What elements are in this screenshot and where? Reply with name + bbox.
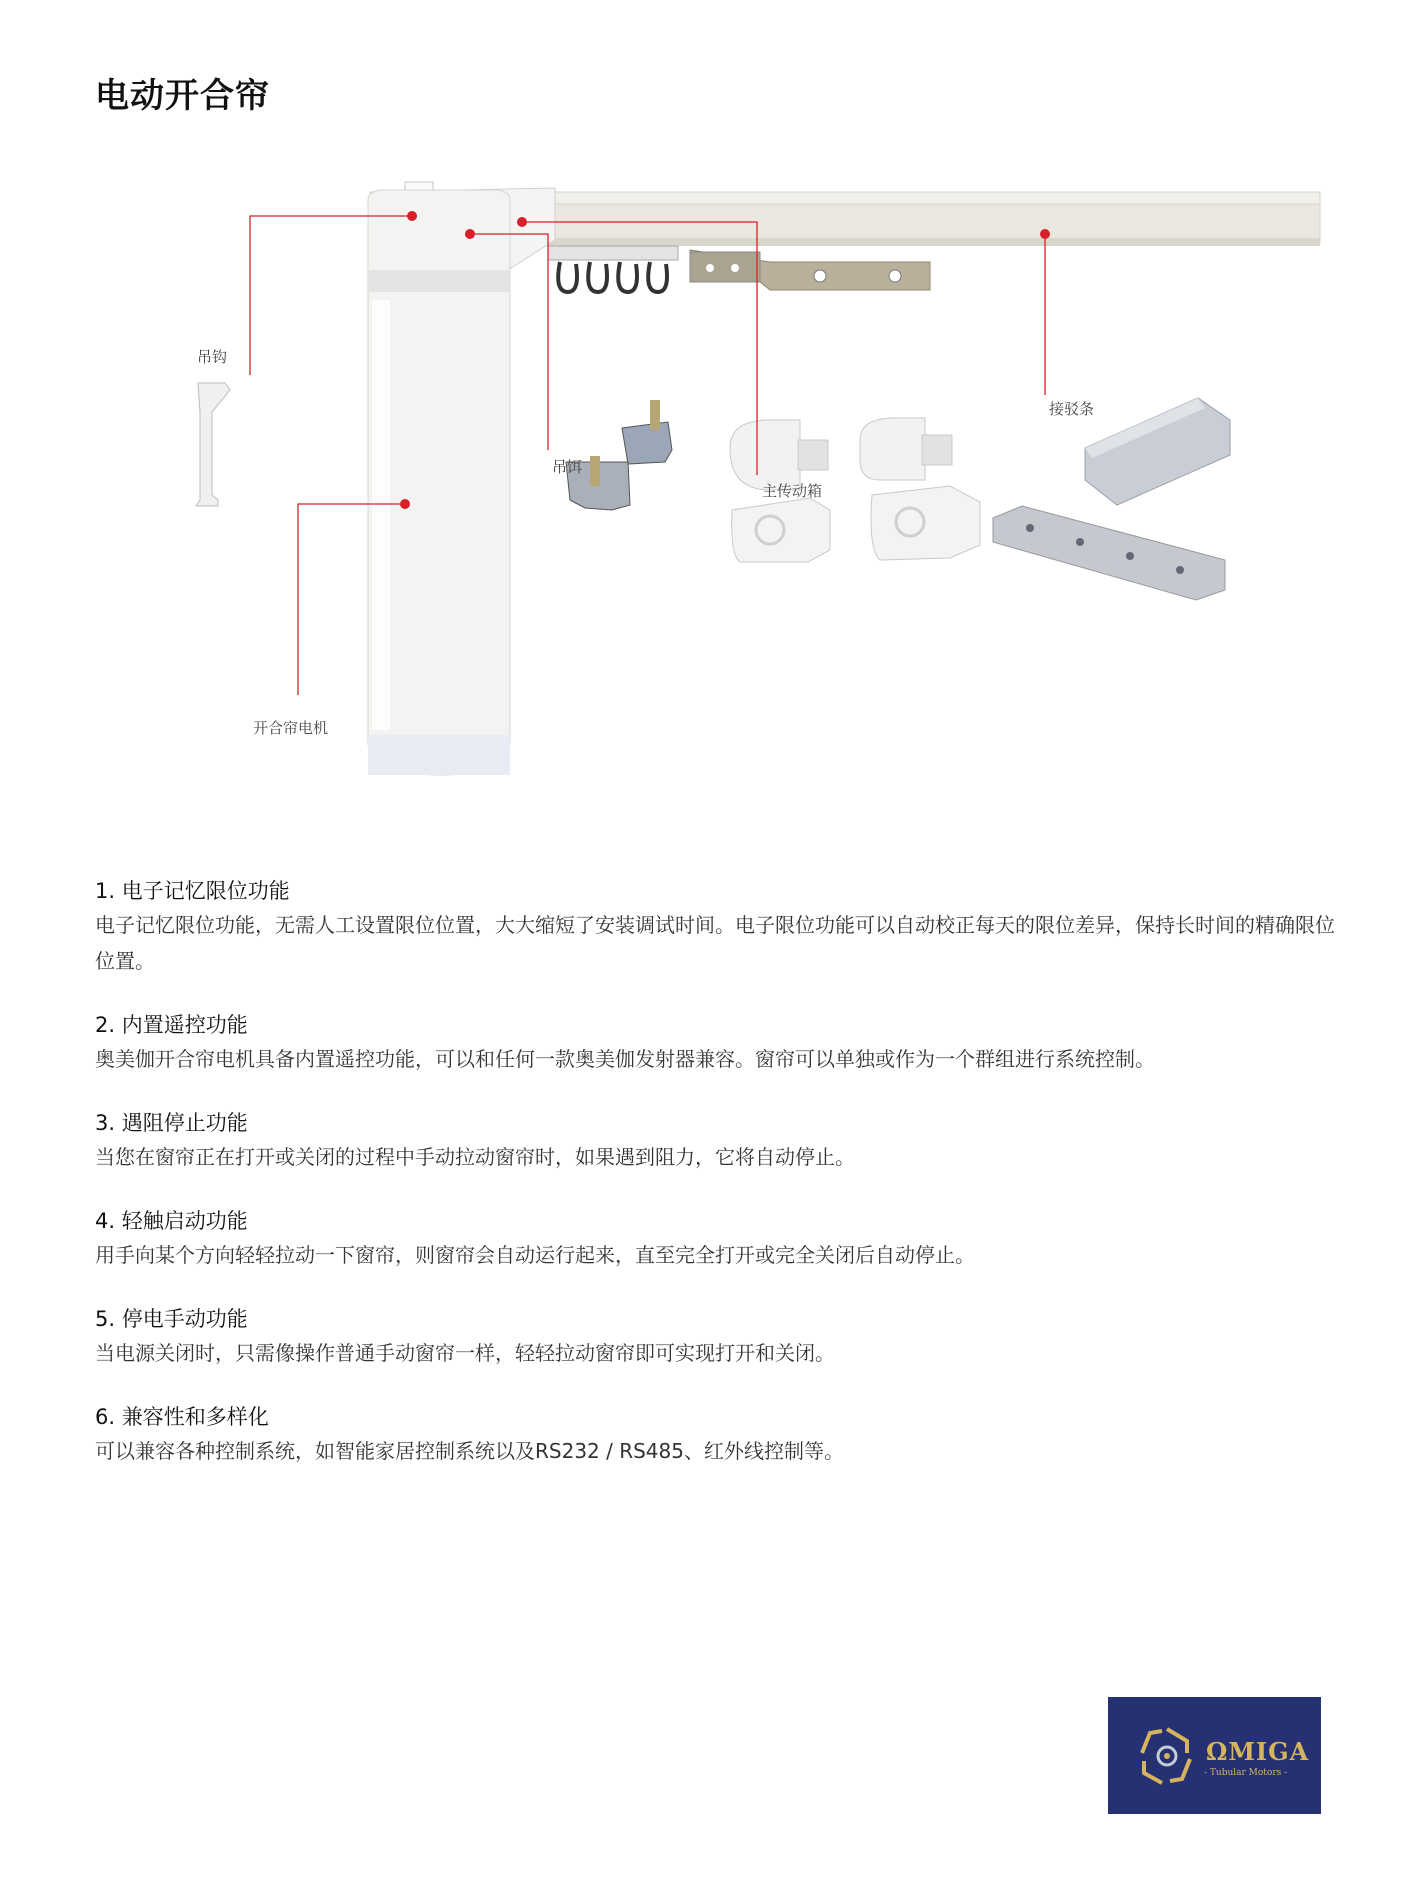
feature-item [95, 1009, 1335, 1077]
mounting-bracket [690, 250, 930, 290]
runner-label: 吊饵 [552, 458, 583, 476]
joint-strips [993, 398, 1230, 600]
feature-description: 奥美伽开合帘电机具备内置遥控功能，可以和任何一款奥美伽发射器兼容。窗帘可以单独或作为一个群组进行系统控制。 [95, 1047, 1155, 1071]
hook-part [196, 383, 230, 506]
logo-tagline: - Tubular Motors - [1204, 1768, 1288, 1778]
joint-label: 接驳条 [1049, 400, 1095, 418]
logo-emblem-icon [1132, 1721, 1202, 1791]
motor-body [368, 190, 510, 775]
diagram-illustration [0, 150, 1421, 800]
feature-title: 5. 停电手动功能 [95, 1307, 248, 1331]
feature-item [95, 1401, 1335, 1469]
feature-item [95, 1205, 1335, 1273]
feature-description: 当电源关闭时，只需像操作普通手动窗帘一样，轻轻拉动窗帘即可实现打开和关闭。 [95, 1341, 835, 1365]
feature-title: 1. 电子记忆限位功能 [95, 879, 290, 903]
gearbox-label: 主传动箱 [762, 482, 823, 500]
hook-label: 吊钩 [197, 348, 228, 366]
page-title: 电动开合帘 [95, 76, 270, 116]
logo-name: ΩMIGA [1206, 1737, 1310, 1766]
feature-item [95, 1107, 1335, 1175]
feature-title: 4. 轻触启动功能 [95, 1209, 248, 1233]
curtain-motor-diagram [0, 150, 1421, 800]
feature-title: 3. 遇阻停止功能 [95, 1111, 248, 1135]
runner-detail [566, 400, 672, 510]
runner-hooks [548, 246, 678, 292]
curtain-track [520, 192, 1320, 246]
feature-description: 电子记忆限位功能，无需人工设置限位位置，大大缩短了安装调试时间。电子限位功能可以自动校正每天的限位差异，保持长时间的精确限位位置。 [95, 913, 1335, 973]
feature-item [95, 875, 1335, 979]
feature-description: 当您在窗帘正在打开或关闭的过程中手动拉动窗帘时，如果遇到阻力，它将自动停止。 [95, 1145, 855, 1169]
feature-item [95, 1303, 1335, 1371]
brand-logo [1108, 1697, 1321, 1814]
feature-title: 2. 内置遥控功能 [95, 1013, 248, 1037]
feature-title: 6. 兼容性和多样化 [95, 1405, 269, 1429]
feature-description: 可以兼容各种控制系统，如智能家居控制系统以及RS232 / RS485、红外线控制等。 [95, 1439, 844, 1463]
motor-label: 开合帘电机 [253, 719, 329, 737]
feature-description: 用手向某个方向轻轻拉动一下窗帘，则窗帘会自动运行起来，直至完全打开或完全关闭后自动停止。 [95, 1243, 975, 1267]
feature-list [95, 875, 1335, 1499]
